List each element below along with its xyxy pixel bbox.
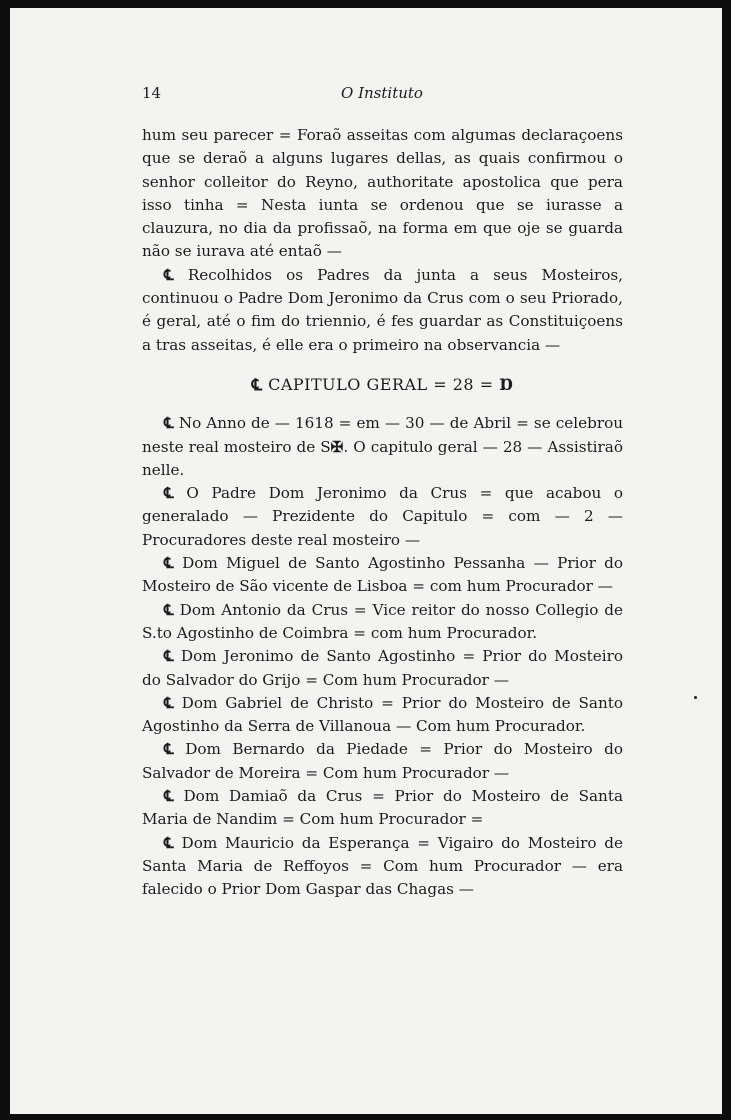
entry-text: Dom Bernardo da Piedade = Prior do Mosteiro do Salvador de Moreira = Com hum Procurador — — [142, 740, 623, 782]
pilcrow-icon: ℄ — [164, 693, 174, 712]
pilcrow-icon: ℄ — [164, 787, 174, 806]
pilcrow-icon: ℄ — [164, 740, 174, 759]
entry — [142, 645, 623, 692]
chapter-title: CAPITULO GERAL = 28 = — [268, 374, 494, 394]
entry — [142, 482, 623, 552]
pilcrow-icon: ℄ — [164, 414, 174, 433]
entry-text: O Padre Dom Jeronimo da Crus = que acabou o generalado — Prezidente do Capitulo = com — 2 — Procuradores deste real mosteiro — — [142, 484, 624, 549]
pilcrow-icon: ℄ — [164, 833, 174, 852]
entry-text: Dom Antonio da Crus = Vice reitor do nosso Collegio de S.to Agostinho de Coimbra = com hum Procurador. — [142, 600, 624, 642]
pilcrow-icon: ℄ — [164, 600, 174, 619]
entry — [142, 412, 623, 482]
entry — [142, 785, 623, 832]
entry-text: No Anno de — 1618 = em — 30 — de Abril = se celebrou neste real mosteiro de S — [142, 414, 624, 456]
entry — [142, 738, 623, 785]
pilcrow-icon: ℄ — [164, 647, 174, 666]
entry — [142, 552, 623, 599]
entry — [142, 692, 623, 739]
speck — [694, 696, 697, 699]
entry-text: Dom Miguel de Santo Agostinho Pessanha — Prior do Mosteiro de São vicente de Lisboa = com hum Procurador — — [142, 554, 624, 596]
paragraph-text: hum seu parecer = Foraõ asseitas com algumas declaraçoens que se deraõ a alguns lugares dellas, as quais confirmou o senhor colleitor do Reyno, authoritate apostolica que pera isso tinha = Nesta iunta se ordenou que se iurasse a clauzura, no dia da profissaõ, na forma em que oje se guarda não se iurava até entaõ — — [142, 126, 623, 261]
entry-text: Dom Gabriel de Christo = Prior do Mosteiro de Santo Agostinho da Serra de Villanoua — Com hum Procurador. — [142, 693, 624, 736]
pilcrow-icon: ℄ — [164, 554, 174, 573]
pilcrow-icon: ℄ — [164, 265, 174, 284]
chapter-heading — [142, 373, 623, 396]
paragraph — [142, 124, 623, 264]
page-number: 14 — [142, 84, 162, 102]
cross-icon: ✠ — [330, 437, 344, 456]
pilcrow-icon: ℄ — [164, 484, 174, 503]
entry-text: Dom Jeronimo de Santo Agostinho = Prior do Mosteiro do Salvador do Grijo = Com hum Procurador — — [142, 647, 624, 689]
end-mark-icon: Ɒ — [499, 374, 514, 394]
pilcrow-icon: ℄ — [251, 374, 263, 394]
page — [10, 8, 722, 1114]
entry-text: Dom Mauricio da Esperança = Vigairo do Mosteiro de Santa Maria de Reffoyos = Com hum Procurador — era falecido o Prior Dom Gaspar das Chagas — — [142, 833, 623, 899]
entry-text: . O capitulo geral — 28 — Assistiraõ nelle. — [142, 437, 623, 479]
body-text — [142, 124, 623, 902]
running-title: O Instituto — [341, 84, 423, 102]
paragraph — [142, 264, 623, 357]
entry-text: Dom Damiaõ da Crus = Prior do Mosteiro de Santa Maria de Nandim = Com hum Procurador = — [142, 787, 623, 829]
page-header — [142, 84, 622, 106]
entry — [142, 832, 623, 902]
paragraph-text: Recolhidos os Padres da junta a seus Mosteiros, continuou o Padre Dom Jeronimo da Crus com o seu Priorado, é geral, até o fim do triennio, é fes guardar as Constituiçoens a tras asseitas, é elle era o primeiro na observancia — — [142, 265, 623, 354]
entry — [142, 599, 623, 646]
